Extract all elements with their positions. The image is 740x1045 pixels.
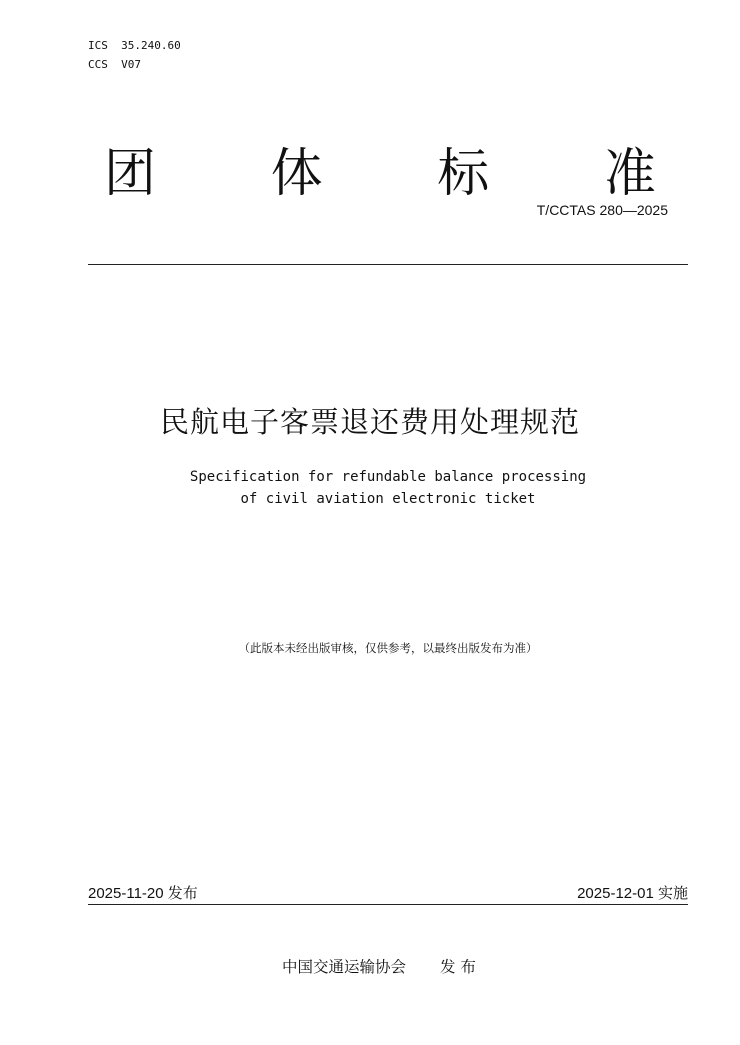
publisher-name: 中国交通运输协会	[282, 958, 407, 976]
implementation-date: 2025-12-01 实施	[577, 885, 688, 902]
ccs-code: CCS V07	[88, 58, 141, 71]
title-english	[0, 466, 740, 510]
classification-codes	[88, 36, 181, 74]
ics-code: ICS 35.240.60	[88, 39, 181, 52]
standard-type-char-4: 准	[603, 144, 656, 204]
publisher-line	[0, 955, 740, 977]
standard-type-char-1: 团	[103, 144, 156, 204]
title-english-line-2: of civil aviation electronic ticket	[240, 491, 536, 507]
standard-type-char-3: 标	[437, 144, 490, 204]
standard-type-heading	[100, 138, 660, 210]
title-english-line-1: Specification for refundable balance processing	[189, 469, 587, 485]
standard-code: T/CCTAS 280—2025	[536, 202, 668, 218]
standard-type-char-2: 体	[270, 144, 323, 204]
publisher-action: 发 布	[440, 958, 476, 976]
issue-date: 2025-11-20 发布	[88, 885, 198, 902]
bottom-divider	[88, 904, 688, 905]
draft-note: （此版本未经出版审核，仅供参考，以最终出版发布为准）	[238, 641, 538, 655]
top-divider	[88, 264, 688, 265]
title-chinese: 民航电子客票退还费用处理规范	[159, 405, 580, 439]
